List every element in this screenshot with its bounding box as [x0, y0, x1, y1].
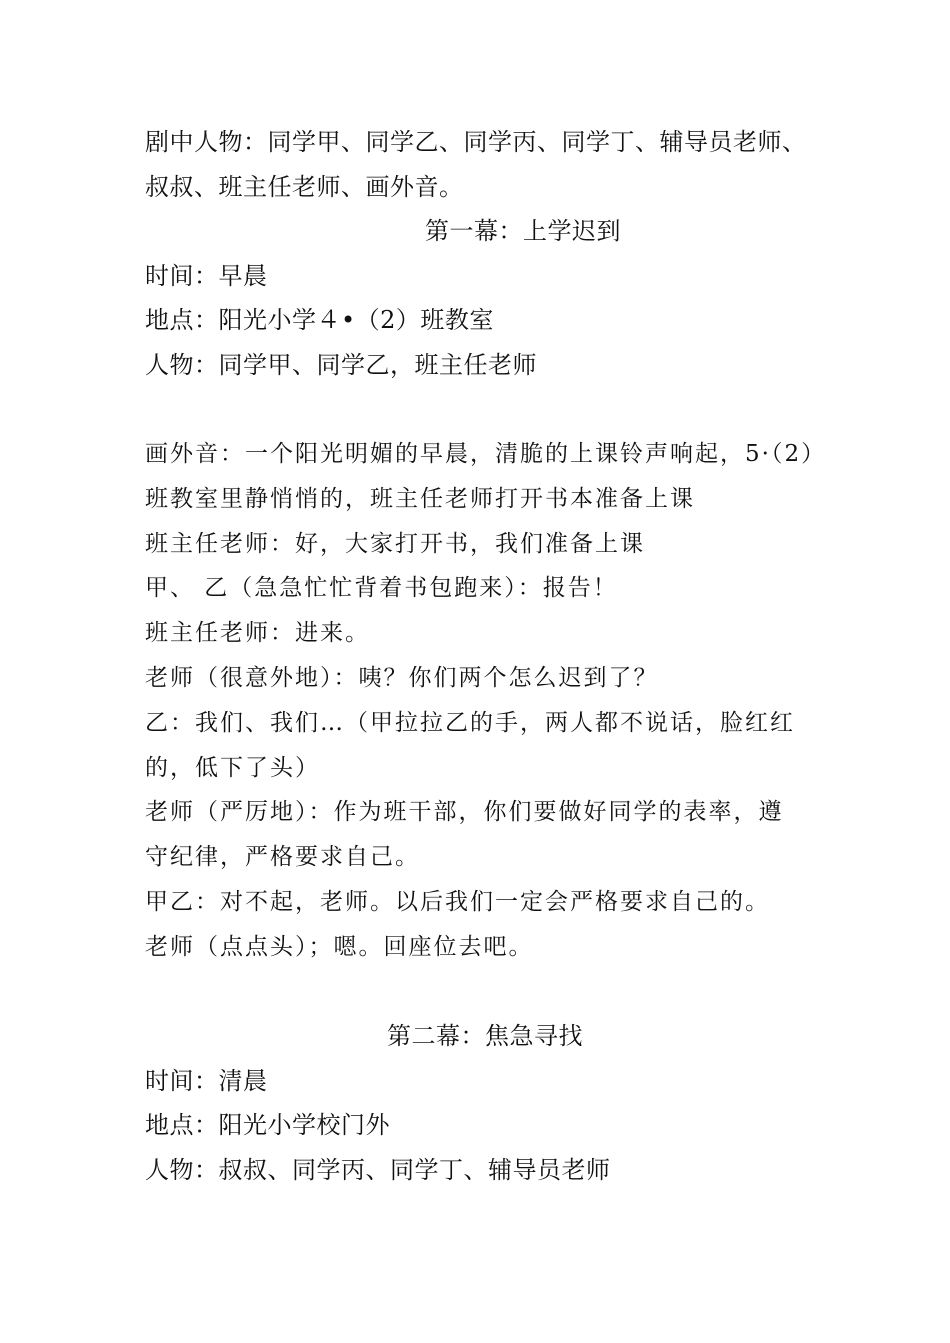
- act1-time: 时间：早晨: [145, 262, 268, 290]
- script-line: 的，低下了头）: [145, 755, 320, 781]
- cast-list-line-1: 剧中人物：同学甲、同学乙、同学丙、同学丁、辅导员老师、: [145, 128, 807, 156]
- script-line: 画外音：一个阳光明媚的早晨，清脆的上课铃声响起，5·（2）: [145, 441, 827, 467]
- script-line: 老师（很意外地）：咦？你们两个怎么迟到了？: [145, 665, 659, 691]
- script-line: 班主任老师：进来。: [145, 620, 370, 646]
- act2-characters: 人物：叔叔、同学丙、同学丁、辅导员老师: [145, 1156, 611, 1184]
- script-line: 甲、 乙（急急忙忙背着书包跑来）：报告！: [145, 575, 618, 601]
- script-line: 守纪律，严格要求自己。: [145, 844, 420, 870]
- cast-list-line-2: 叔叔、班主任老师、画外音。: [145, 173, 464, 201]
- act2-time: 时间：清晨: [145, 1067, 268, 1095]
- script-line: 老师（点点头）；嗯。回座位去吧。: [145, 934, 534, 960]
- script-line: 甲乙：对不起，老师。以后我们一定会严格要求自己的。: [145, 889, 770, 915]
- script-line: 班教室里静悄悄的，班主任老师打开书本准备上课: [145, 486, 695, 512]
- act1-characters: 人物：同学甲、同学乙，班主任老师: [145, 351, 537, 379]
- script-line: 乙：我们、我们…（甲拉拉乙的手，两人都不说话，脸红红: [145, 710, 795, 736]
- script-line: 老师（严厉地）：作为班干部，你们要做好同学的表率，遵: [145, 799, 784, 825]
- script-line: 班主任老师：好，大家打开书，我们准备上课: [145, 531, 645, 557]
- act2-title: 第二幕：焦急寻找: [387, 1022, 583, 1050]
- act1-title: 第一幕：上学迟到: [425, 217, 621, 245]
- act2-place: 地点：阳光小学校门外: [145, 1111, 390, 1139]
- act1-place: 地点：阳光小学４•（2）班教室: [145, 306, 494, 334]
